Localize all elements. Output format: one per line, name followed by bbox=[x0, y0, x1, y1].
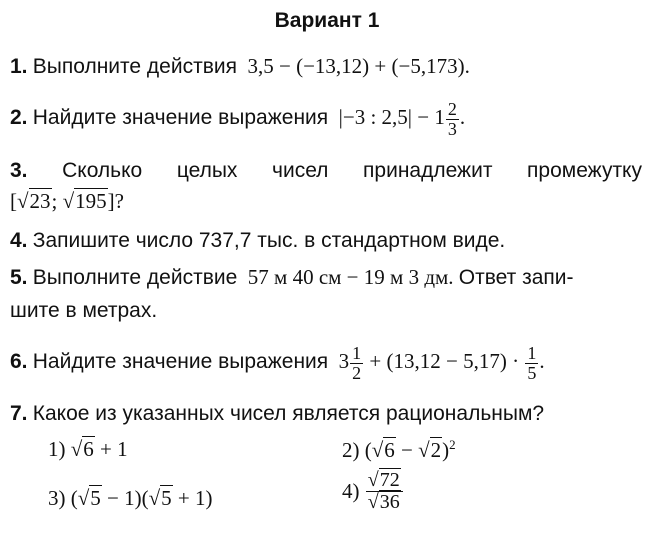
task-text: Найдите значение выражения bbox=[32, 350, 329, 374]
task-text: Найдите значение выражения bbox=[32, 106, 329, 130]
option-3 bbox=[48, 486, 213, 511]
task-expression: + (13,12 − 5,17) · bbox=[369, 349, 520, 374]
sqrt-195: √195 bbox=[62, 189, 107, 213]
option-1 bbox=[48, 437, 128, 462]
fraction bbox=[446, 100, 459, 139]
radicand: 5 bbox=[90, 486, 101, 510]
sqrt-2: √2 bbox=[418, 438, 442, 462]
sqrt-23: √23 bbox=[17, 189, 51, 213]
fraction-numerator: 1 bbox=[352, 343, 362, 363]
option-label: 1) bbox=[48, 437, 66, 461]
task-text: Запишите число 737,7 тыс. в стандартном виде. bbox=[32, 229, 506, 252]
sqrt-6: √6 bbox=[70, 437, 94, 461]
task-text: Какое из указанных чисел является рациональным? bbox=[32, 402, 545, 425]
radicand: 36 bbox=[379, 491, 400, 513]
task-2 bbox=[10, 100, 642, 139]
task-number: 5. bbox=[10, 266, 28, 289]
paren: ) bbox=[442, 438, 450, 462]
option-4 bbox=[342, 470, 404, 513]
fraction-denominator: 2 bbox=[352, 362, 362, 383]
sqrt-5: √5 bbox=[148, 486, 172, 510]
task-5 bbox=[10, 265, 642, 290]
fraction-denominator: 3 bbox=[447, 118, 457, 139]
bracket: [ bbox=[10, 189, 17, 213]
task-7 bbox=[10, 401, 642, 426]
task-4 bbox=[10, 228, 642, 253]
task-text: Выполните действие bbox=[32, 266, 238, 289]
fraction-numerator: 2 bbox=[447, 99, 457, 119]
option-expression: + 1) bbox=[177, 486, 213, 510]
task-word: Сколько bbox=[62, 159, 143, 182]
operator: − bbox=[401, 438, 413, 462]
task-word: целых bbox=[176, 159, 238, 182]
option-label: 2) bbox=[342, 438, 360, 462]
task-3 bbox=[10, 158, 642, 183]
task-expression: |−3 : 2,5| − 1 bbox=[338, 105, 445, 130]
task-tail: . bbox=[539, 349, 545, 374]
separator: ; bbox=[51, 189, 58, 213]
task-tail: . bbox=[459, 105, 466, 130]
task-3-line-1 bbox=[10, 158, 642, 183]
task-number: 1. bbox=[10, 55, 28, 78]
bracket-close: ]? bbox=[107, 189, 124, 213]
task-number: 2. bbox=[10, 106, 28, 130]
task-number: 4. bbox=[10, 229, 28, 252]
radicand: 195 bbox=[75, 189, 107, 213]
fraction-numerator bbox=[366, 470, 403, 492]
option-2 bbox=[342, 437, 456, 463]
task-3-line-2 bbox=[10, 189, 642, 214]
task-expression: 3,5 − (−13,12) + (−5,173). bbox=[247, 54, 470, 78]
task-5-line-2: шите в метрах. bbox=[10, 299, 158, 322]
sqrt-72: √72 bbox=[367, 469, 400, 491]
task-word: промежутку bbox=[527, 159, 642, 182]
fraction bbox=[525, 344, 538, 383]
fraction-numerator: 1 bbox=[527, 343, 537, 363]
option-label: 4) bbox=[342, 478, 360, 503]
task-expression: 57 м 40 см − 19 м 3 дм. bbox=[247, 265, 454, 289]
fraction bbox=[366, 470, 403, 513]
radicand: 5 bbox=[161, 486, 172, 510]
fraction-denominator: 5 bbox=[527, 362, 537, 383]
paren: ( bbox=[364, 438, 372, 462]
fraction bbox=[350, 344, 363, 383]
task-word: принадлежит bbox=[363, 159, 493, 182]
radicand: 6 bbox=[83, 437, 94, 461]
exponent: 2 bbox=[449, 437, 456, 452]
task-6 bbox=[10, 344, 642, 383]
radicand: 72 bbox=[379, 469, 400, 491]
radicand: 2 bbox=[430, 438, 442, 462]
task-1 bbox=[10, 54, 642, 79]
task-word: чисел bbox=[272, 159, 329, 182]
radicand: 23 bbox=[29, 189, 51, 213]
task-number: 6. bbox=[10, 350, 28, 374]
sqrt-36: √36 bbox=[367, 491, 400, 513]
option-expression: − 1)( bbox=[107, 486, 149, 510]
option-expression: + 1 bbox=[100, 437, 128, 461]
option-label: 3) bbox=[48, 486, 66, 510]
task-number: 3. bbox=[10, 159, 28, 182]
task-text: Выполните действия bbox=[32, 55, 237, 78]
task-number: 7. bbox=[10, 402, 28, 425]
variant-title: Вариант 1 bbox=[274, 9, 380, 32]
task-text-continued: Ответ запи- bbox=[458, 266, 574, 289]
paren: ( bbox=[70, 486, 78, 510]
radicand: 6 bbox=[384, 438, 395, 462]
sqrt-5: √5 bbox=[77, 486, 101, 510]
mixed-whole: 3 bbox=[338, 349, 350, 374]
sqrt-6: √6 bbox=[371, 438, 395, 462]
fraction-denominator bbox=[366, 492, 403, 513]
